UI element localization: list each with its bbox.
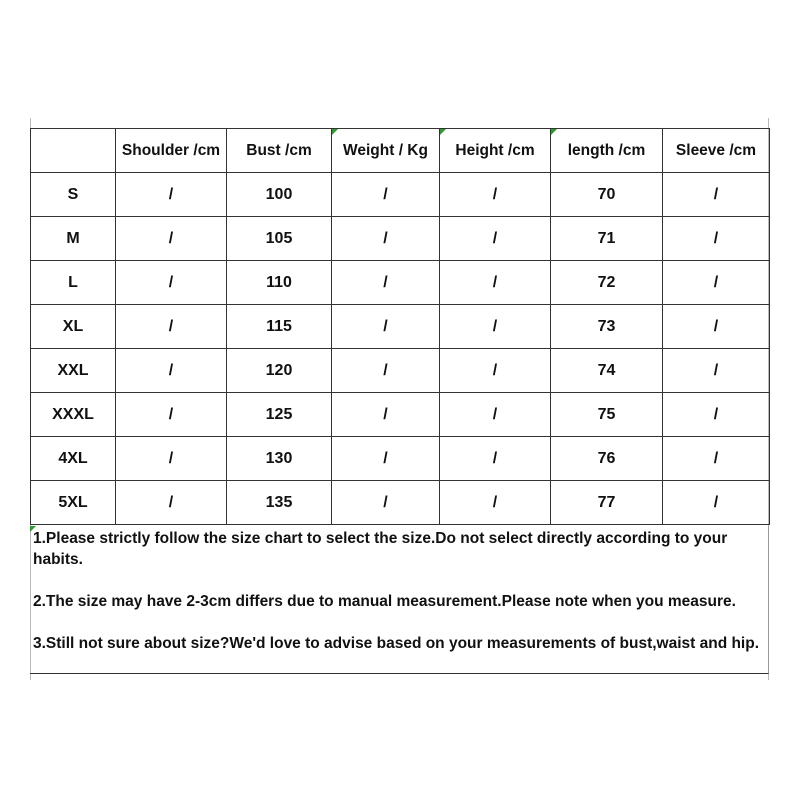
cell-marker-icon <box>440 129 446 135</box>
height-cell: / <box>440 393 551 437</box>
header-cell-shoulder: Shoulder /cm <box>116 129 227 173</box>
table-row <box>31 349 770 393</box>
size-notes <box>30 526 769 674</box>
sleeve-cell: / <box>663 481 770 525</box>
size-cell: XXL <box>31 349 116 393</box>
weight-cell: / <box>332 261 440 305</box>
length-cell: 76 <box>551 437 663 481</box>
length-cell: 70 <box>551 173 663 217</box>
size-cell: M <box>31 217 116 261</box>
bust-cell: 120 <box>227 349 332 393</box>
header-cell-height <box>440 129 551 173</box>
cell-marker-icon <box>30 526 36 532</box>
size-table-body <box>31 129 770 525</box>
bust-cell: 105 <box>227 217 332 261</box>
bust-cell: 110 <box>227 261 332 305</box>
height-cell: / <box>440 437 551 481</box>
height-cell: / <box>440 261 551 305</box>
sleeve-cell: / <box>663 305 770 349</box>
shoulder-cell: / <box>116 437 227 481</box>
shoulder-cell: / <box>116 481 227 525</box>
size-cell: XL <box>31 305 116 349</box>
table-row <box>31 173 770 217</box>
note-spacer <box>33 570 762 591</box>
size-cell: XXXL <box>31 393 116 437</box>
table-row <box>31 393 770 437</box>
shoulder-cell: / <box>116 305 227 349</box>
length-cell: 73 <box>551 305 663 349</box>
height-cell: / <box>440 349 551 393</box>
table-row <box>31 261 770 305</box>
bust-cell: 125 <box>227 393 332 437</box>
height-cell: / <box>440 305 551 349</box>
sleeve-cell: / <box>663 349 770 393</box>
header-label-weight: Weight / Kg <box>343 141 428 159</box>
size-table <box>30 128 770 525</box>
cell-marker-icon <box>332 129 338 135</box>
sleeve-cell: / <box>663 437 770 481</box>
bust-cell: 135 <box>227 481 332 525</box>
weight-cell: / <box>332 217 440 261</box>
height-cell: / <box>440 173 551 217</box>
header-cell-length <box>551 129 663 173</box>
table-row <box>31 305 770 349</box>
sleeve-cell: / <box>663 261 770 305</box>
length-cell: 72 <box>551 261 663 305</box>
table-row <box>31 437 770 481</box>
length-cell: 71 <box>551 217 663 261</box>
bust-cell: 130 <box>227 437 332 481</box>
bust-cell: 115 <box>227 305 332 349</box>
header-cell-corner <box>31 129 116 173</box>
note-spacer <box>33 612 762 633</box>
weight-cell: / <box>332 481 440 525</box>
sleeve-cell: / <box>663 217 770 261</box>
note-1: 1.Please strictly follow the size chart to select the size.Do not select directly according to your habits. <box>33 530 728 568</box>
sleeve-cell: / <box>663 393 770 437</box>
size-cell: 5XL <box>31 481 116 525</box>
weight-cell: / <box>332 349 440 393</box>
shoulder-cell: / <box>116 393 227 437</box>
table-row <box>31 217 770 261</box>
header-cell-bust: Bust /cm <box>227 129 332 173</box>
weight-cell: / <box>332 305 440 349</box>
size-cell: S <box>31 173 116 217</box>
shoulder-cell: / <box>116 217 227 261</box>
weight-cell: / <box>332 437 440 481</box>
header-cell-sleeve: Sleeve /cm <box>663 129 770 173</box>
size-cell: 4XL <box>31 437 116 481</box>
shoulder-cell: / <box>116 173 227 217</box>
weight-cell: / <box>332 393 440 437</box>
weight-cell: / <box>332 173 440 217</box>
height-cell: / <box>440 217 551 261</box>
header-label-height: Height /cm <box>455 141 535 159</box>
note-3: 3.Still not sure about size?We'd love to advise based on your measurements of bust,waist and hip. <box>33 635 760 652</box>
shoulder-cell: / <box>116 349 227 393</box>
note-2: 2.The size may have 2-3cm differs due to manual measurement.Please note when you measure. <box>33 593 736 610</box>
sleeve-cell: / <box>663 173 770 217</box>
length-cell: 75 <box>551 393 663 437</box>
bust-cell: 100 <box>227 173 332 217</box>
header-cell-weight <box>332 129 440 173</box>
shoulder-cell: / <box>116 261 227 305</box>
header-label-length: length /cm <box>567 141 646 159</box>
length-cell: 77 <box>551 481 663 525</box>
table-row <box>31 481 770 525</box>
cell-marker-icon <box>551 129 557 135</box>
height-cell: / <box>440 481 551 525</box>
size-cell: L <box>31 261 116 305</box>
length-cell: 74 <box>551 349 663 393</box>
header-row <box>31 129 770 173</box>
